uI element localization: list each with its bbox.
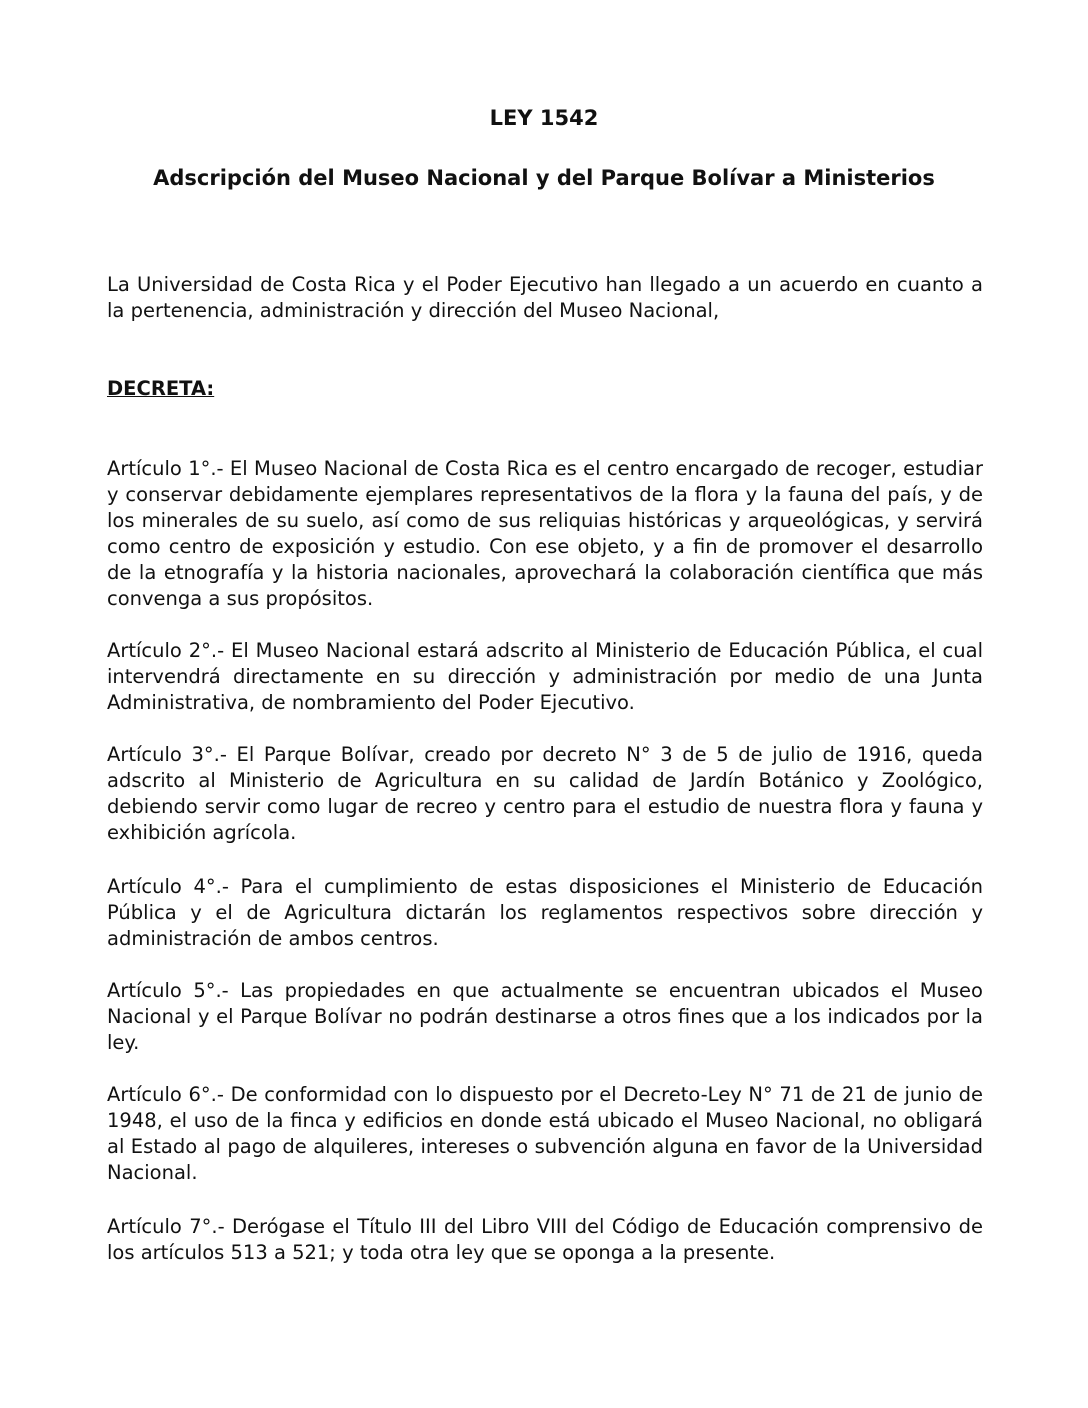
preamble-paragraph: La Universidad de Costa Rica y el Poder Ejecutivo han llegado a un acuerdo en cuanto a la pertenencia, administración y dirección del Museo Nacional, — [107, 273, 983, 322]
decreta-heading: DECRETA: — [107, 377, 215, 400]
article-5: Artículo 5°.- Las propiedades en que actualmente se encuentran ubicados el Museo Nacional y el Parque Bolívar no podrán destinarse a otros fines que a los indicados por la ley. — [107, 979, 983, 1054]
article-3: Artículo 3°.- El Parque Bolívar, creado por decreto N° 3 de 5 de julio de 1916, queda adscrito al Ministerio de Agricultura en su calidad de Jardín Botánico y Zoológico, debiendo servir como lugar de recreo y centro para el estudio de nuestra flora y fauna y exhibición agrícola. — [107, 743, 983, 844]
article-4: Artículo 4°.- Para el cumplimiento de estas disposiciones el Ministerio de Educación Pública y el de Agricultura dictarán los reglamentos respectivos sobre dirección y administración de ambos centros. — [107, 875, 983, 950]
law-title: Adscripción del Museo Nacional y del Parque Bolívar a Ministerios — [153, 166, 935, 190]
article-1: Artículo 1°.- El Museo Nacional de Costa Rica es el centro encargado de recoger, estudiar y conservar debidamente ejemplares representativos de la flora y la fauna del país, y de los minerales de su suelo, así como de sus reliquias históricas y arqueológicas, y servirá como centro de exposición y estudio. Con ese objeto, y a fin de promover el desarrollo de la etnografía y la historia nacionales, aprovechará la colaboración científica que más convenga a sus propósitos. — [107, 457, 983, 610]
article-7: Artículo 7°.- Derógase el Título III del Libro VIII del Código de Educación comprensivo de los artículos 513 a 521; y toda otra ley que se oponga a la presente. — [107, 1215, 983, 1264]
article-2: Artículo 2°.- El Museo Nacional estará adscrito al Ministerio de Educación Pública, el cual intervendrá directamente en su dirección y administración por medio de una Junta Administrativa, de nombramiento del Poder Ejecutivo. — [107, 639, 983, 714]
article-6: Artículo 6°.- De conformidad con lo dispuesto por el Decreto-Ley N° 71 de 21 de junio de 1948, el uso de la finca y edificios en donde está ubicado el Museo Nacional, no obligará al Estado al pago de alquileres, intereses o subvención alguna en favor de la Universidad Nacional. — [107, 1083, 983, 1184]
law-number: LEY 1542 — [489, 106, 599, 130]
